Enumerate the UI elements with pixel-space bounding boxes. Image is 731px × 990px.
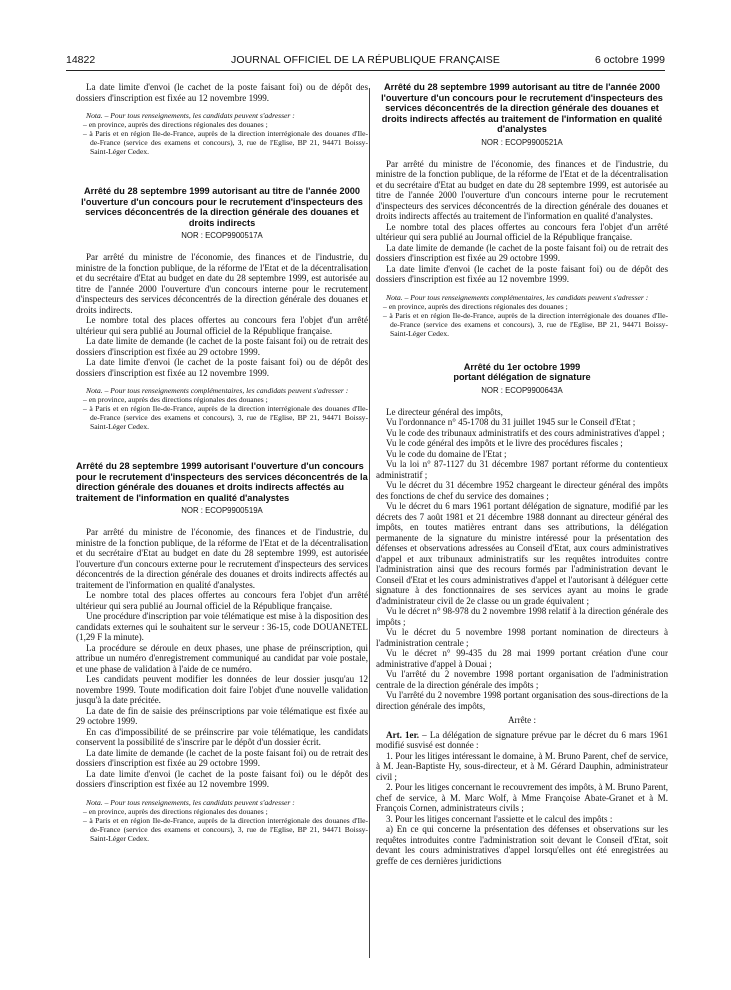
paragraph: Vu le code du domaine de l'Etat ; — [386, 448, 507, 459]
paragraph: La date limite de demande (le cachet de la poste faisant foi) ou de retrait des dossiers d'inscription est fixée au 29 octobre 1999. — [76, 747, 368, 768]
paragraph: Vu le code des tribunaux administratifs et des cours administratives d'appel ; — [386, 427, 665, 438]
nota-item: – à Paris et en région Ile-de-France, auprès de la direction interrégionale des douanes d'Ile-de-France (service des examens et concours), 3, rue de l'Eglise, BP 21, 94471 Boissy-Saint-Léger Cedex. — [83, 815, 368, 843]
nota-lead: Nota. – Pour tous renseignements complémentaires, les candidats peuvent s'adresser : — [86, 386, 349, 395]
left-column — [76, 82, 368, 843]
decree-title: Arrêté du 28 septembre 1999 autorisant au titre de l'année 2000 l'ouverture d'un concours pour le recrutement d'inspecteurs des services déconcentrés de la direction générale des douanes et droits indirects — [81, 186, 363, 228]
paragraph: Vu l'ordonnance n° 45-1708 du 31 juillet 1945 sur le Conseil d'Etat ; — [386, 417, 636, 427]
paragraph: 3. Pour les litiges concernant l'assiette et le calcul des impôts : — [386, 813, 613, 824]
nor-reference: NOR : ECOP9900643A — [481, 385, 563, 395]
paragraph: Vu le décret n° 98-978 du 2 novembre 1998 relatif à la direction générale des impôts ; — [376, 606, 668, 627]
column-divider — [369, 88, 370, 958]
decree-title: Arrêté du 28 septembre 1999 autorisant l'ouverture d'un concours pour le recrutement d'inspecteurs des services déconcentrés de la direction générale des douanes et droits indirects affectés au traitement de l'information en qualité d'analystes — [76, 461, 368, 503]
paragraph: 2. Pour les litiges concernant le recouvrement des impôts, à M. Bruno Parent, chef de service, à M. Marc Wolf, à Mme Françoise Abate-Granet et à M. François Cornen, administrateurs civils ; — [376, 782, 668, 813]
paragraph: Le nombre total des places offertes au concours fera l'objet d'un arrêté ultérieur qui sera publié au Journal officiel de la République française. — [76, 590, 368, 611]
article-label: Art. 1er. — [386, 729, 420, 740]
paragraph: Le directeur général des impôts, — [386, 406, 503, 417]
decree-title: Arrêté du 1er octobre 1999 — [463, 361, 581, 372]
right-column — [376, 82, 668, 866]
page-header — [66, 54, 665, 70]
paragraph: Une procédure d'inscription par voie télématique est mise à la disposition des candidats externes qui le souhaitent sur le serveur : 36-15, code DOUANETEL (1,29 F la minute). — [76, 611, 368, 642]
nor-reference: NOR : ECOP9900521A — [481, 137, 563, 147]
nota-item: – en province, auprès des directions régionales des douanes ; — [83, 395, 268, 404]
paragraph: Vu le décret n° 99-435 du 28 mai 1999 portant création d'une cour administrative d'appel à Douai ; — [376, 648, 668, 669]
nor-reference: NOR : ECOP9900519A — [181, 506, 263, 515]
header-rule — [66, 70, 665, 71]
paragraph: a) En ce qui concerne la présentation des défenses et observations sur les requêtes introduites contre l'administration soit devant le Conseil d'Etat, soit devant les cours administratives d'appel lorsqu'elles ont été enregistrées au greffe de ces dernières juridictions — [376, 824, 668, 866]
nota-item: – en province, auprès des directions régionales des douanes ; — [383, 301, 568, 311]
paragraph: Vu l'arrêté du 2 novembre 1998 portant organisation de l'administration centrale de la direction générale des impôts ; — [376, 669, 668, 690]
paragraph: La date de fin de saisie des préinscriptions par voie télématique est fixée au 29 octobre 1999. — [76, 705, 368, 726]
nota-lead: Nota. – Pour tous renseignements, les candidats peuvent s'adresser : — [86, 111, 295, 120]
nor-reference: NOR : ECOP9900517A — [181, 231, 263, 240]
nota-item: – à Paris et en région Ile-de-France, auprès de la direction interrégionale des douanes d'Ile-de-France (service des examens et concours), 3, rue de l'Eglise, BP 21, 94471 Boissy-Saint-Léger Cedex. — [83, 129, 368, 156]
paragraph: Vu le décret du 31 décembre 1952 chargeant le directeur général des impôts des fonctions de chef du service des domaines ; — [376, 480, 668, 501]
issue-date: 6 octobre 1999 — [594, 54, 665, 66]
paragraph: Le nombre total des places offertes au concours fera l'objet d'un arrêté ultérieur qui sera publié au Journal officiel de la République française. — [76, 315, 368, 336]
paragraph: Vu le code général des impôts et le livre des procédures fiscales ; — [386, 438, 623, 448]
page-number: 14822 — [66, 54, 96, 66]
paragraph: La date limite d'envoi (le cachet de la poste faisant foi) ou le dépôt des dossiers d'inscription est fixée au 12 novembre 1999. — [76, 768, 368, 789]
paragraph: Par arrêté du ministre de l'économie, des finances et de l'industrie, du ministre de la fonction publique, de la réforme de l'Etat et de la décentralisation et du secrétaire d'Etat au budget en date du 28 septembre 1999, est autorisée au titre de l'année 2000 l'ouverture d'un concours interne pour le recrutement d'inspecteurs des services déconcentrés de la direction générale des douanes et droits indirects. — [76, 252, 368, 315]
arrete-heading: Arrête : — [507, 715, 537, 725]
nota-item: – à Paris et en région Ile-de-France, auprès de la direction interrégionale des douanes d'Ile-de-France (service des examens et concours), 3, rue de l'Eglise, BP 21, 94471 Boissy-Saint-Léger Cedex. — [83, 404, 368, 431]
paragraph: Vu le décret du 5 novembre 1998 portant nomination de directeurs à l'administration centrale ; — [376, 627, 668, 648]
nota-block — [76, 386, 368, 431]
paragraph: Vu le décret du 6 mars 1961 portant délégation de signature, modifié par les décrets des 7 août 1981 et 21 décembre 1988 donnant au directeur général des impôts, en toutes matières entrant dans ses attributions, la délégation permanente de la signature du ministre intéressé pour la présentation des défenses et observations adressées au Conseil d'Etat, aux cours administratives d'appel et aux tribunaux administratifs sur les requêtes introduites contre l'administration ainsi que des recours formés par l'administration devant le Conseil d'Etat et les cours administratives d'appel et l'autorisant à déléguer cette signature à des fonctionnaires de ses services ayant au moins le grade d'administrateur civil de 2e classe ou un grade équivalent ; — [376, 501, 668, 606]
paragraph: Vu l'arrêté du 2 novembre 1998 portant organisation des sous-directions de la direction générale des impôts, — [376, 690, 668, 711]
nota-item: – à Paris et en région Ile-de-France, auprès de la direction interrégionale des douanes d'Ile-de-France (service des examens et concours), 3, rue de l'Eglise, BP 21, 94471 Boissy-Saint-Léger Cedex. — [383, 310, 668, 338]
paragraph: La date limite d'envoi (le cachet de la poste faisant foi) ou de dépôt des dossiers d'inscription est fixée au 12 novembre 1999. — [76, 82, 368, 103]
nota-block — [76, 111, 368, 156]
paragraph: La date limite de demande (le cachet de la poste faisant foi) ou de retrait des dossiers d'inscription est fixée au 29 octobre 1999. — [376, 242, 668, 263]
nota-lead: Nota. – Pour tous renseignements, les candidats peuvent s'adresser : — [86, 797, 295, 807]
paragraph: Le nombre total des places offertes au concours fera l'objet d'un arrêté ultérieur qui sera publié au Journal officiel de la République française. — [376, 221, 668, 242]
paragraph: Vu la loi n° 87-1127 du 31 décembre 1987 portant réforme du contentieux administratif ; — [376, 459, 668, 480]
nota-item: – en province, auprès des directions régionales des douanes ; — [83, 806, 268, 816]
paragraph: Les candidats peuvent modifier les données de leur dossier jusqu'au 12 novembre 1999. Toute modification doit faire l'objet d'une nouvelle validation jusqu'à la date précitée. — [76, 674, 368, 705]
nota-block — [76, 798, 368, 843]
paragraph: La date limite de demande (le cachet de la poste faisant foi) ou de retrait des dossiers d'inscription est fixée au 29 octobre 1999. — [76, 336, 368, 357]
paragraph: La date limite d'envoi (le cachet de la poste faisant foi) ou de dépôt des dossiers d'inscription est fixée au 12 novembre 1999. — [76, 357, 368, 378]
nota-block — [376, 293, 668, 338]
paragraph: La procédure se déroule en deux phases, une phase de préinscription, qui attribue un numéro d'enregistrement communiqué au candidat par voie postale, et une phase de validation à l'aide de ce numéro. — [76, 642, 368, 674]
paragraph: Par arrêté du ministre de l'économie, des finances et de l'industrie, du ministre de la fonction publique, de la réforme de l'Etat et de la décentralisation et du secrétaire d'Etat au budget en date du 28 septembre 1999, est autorisée au titre de l'année 2000 l'ouverture d'un concours interne pour le recrutement d'inspecteurs des services déconcentrés de la direction générale des douanes et droits indirects affectés au traitement de l'information en qualité d'analystes. — [376, 158, 668, 221]
nota-lead: Nota. – Pour tous renseignements complémentaires, les candidats peuvent s'adresser : — [386, 292, 649, 302]
article-1 — [376, 730, 668, 751]
article-text: – La délégation de signature prévue par le décret du 6 mars 1961 modifié susvisé est donnée : — [376, 729, 668, 750]
nota-item: – en province, auprès des directions régionales des douanes ; — [83, 120, 268, 129]
journal-title: JOURNAL OFFICIEL DE LA RÉPUBLIQUE FRANÇAISE — [231, 54, 500, 66]
paragraph: 1. Pour les litiges intéressant le domaine, à M. Bruno Parent, chef de service, à M. Jean-Baptiste Hy, sous-directeur, et à M. Gérard Dauphin, administrateur civil ; — [376, 750, 668, 782]
paragraph: Par arrêté du ministre de l'économie, des finances et de l'industrie, du ministre de la fonction publique, de la réforme de l'Etat et de la décentralisation et du secrétaire d'Etat au budget en date du 28 septembre 1999, est autorisée l'ouverture d'un concours externe pour le recrutement d'inspecteurs des services déconcentrés de la direction générale des douanes et droits indirects affectés au traitement de l'information en qualité d'analystes. — [76, 527, 368, 590]
decree-subtitle: portant délégation de signature — [453, 372, 591, 382]
paragraph: En cas d'impossibilité de se préinscrire par voie télématique, les candidats conservent la possibilité de s'inscrire par le dépôt d'un dossier écrit. — [76, 726, 368, 747]
paragraph: La date limite d'envoi (le cachet de la poste faisant foi) ou de dépôt des dossiers d'inscription est fixée au 12 novembre 1999. — [376, 263, 668, 284]
decree-title: Arrêté du 28 septembre 1999 autorisant au titre de l'année 2000 l'ouverture d'un concours pour le recrutement d'inspecteurs des services déconcentrés de la direction générale des douanes et droits indirects affectés au traitement de l'information en qualité d'analystes — [381, 82, 663, 134]
